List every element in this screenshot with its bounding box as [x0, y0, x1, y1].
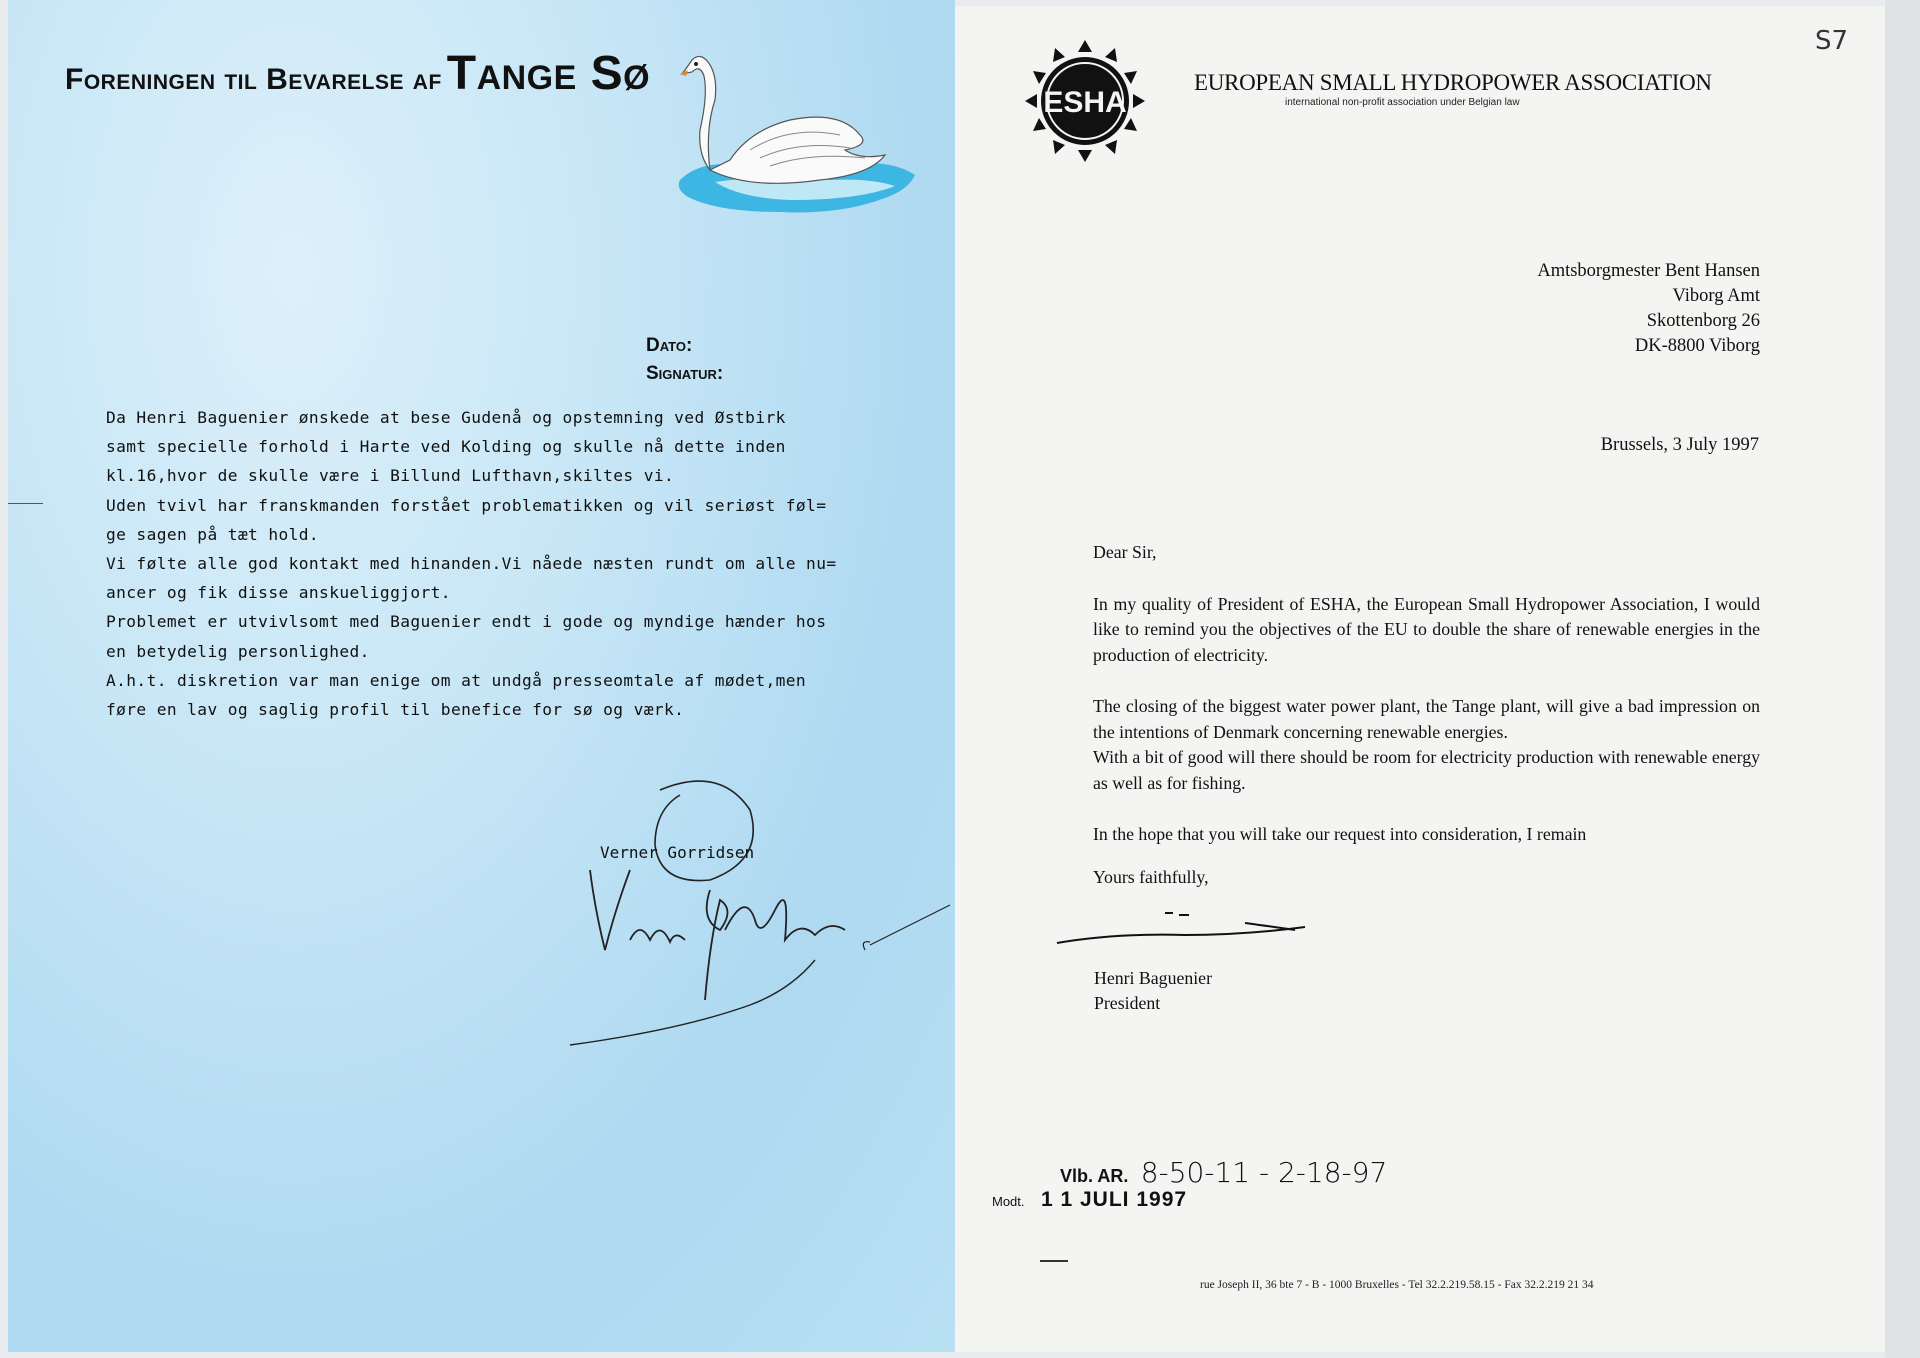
sender-typed-name: Verner Gorridsen — [600, 843, 755, 862]
handwritten-signature-right — [1055, 905, 1315, 955]
received-stamp-label: Modt. — [992, 1194, 1025, 1209]
date-signature-fields — [646, 332, 723, 388]
logo-text: ESHA — [1043, 86, 1127, 119]
signer-name: Henri Baguenier — [1094, 968, 1213, 988]
body-line: en betydelig personlighed. — [106, 641, 370, 661]
letterhead-prefix: Foreningen til Bevarelse af — [65, 63, 442, 96]
body-line: Da Henri Baguenier ønskede at bese Gudenå og opstemning ved Østbirk — [106, 408, 786, 427]
recipient-address — [1537, 259, 1760, 359]
signer-title: President — [1094, 993, 1161, 1013]
esha-logo-icon — [1020, 36, 1150, 166]
body-line: Uden tvivl har franskmanden forstået problematikken og vil seriøst føl= — [106, 495, 827, 515]
archive-stamp — [1060, 1156, 1387, 1189]
organization-name: EUROPEAN SMALL HYDROPOWER ASSOCIATION — [1194, 70, 1712, 95]
scan-edge — [1885, 0, 1920, 1358]
paragraph: In my quality of President of ESHA, the European Small Hydropower Association, I would like to remind you the objectives of the EU to double the share of renewable energies in the production of electricity. — [1093, 593, 1760, 665]
signatur-label: Signatur: — [646, 363, 724, 384]
handwritten-signature-left — [560, 770, 960, 1060]
received-stamp-date: 1 1 JULI 1997 — [1040, 1188, 1188, 1211]
archive-stamp-value: 8-50-11 - 2-18-97 — [1140, 1156, 1388, 1189]
margin-mark — [1040, 1260, 1068, 1262]
margin-mark — [8, 503, 43, 504]
recipient-line: Skottenborg 26 — [1646, 311, 1760, 331]
body-line: Problemet er utvivlsomt med Baguenier endt i gode og myndige hænder hos — [106, 612, 827, 632]
letterhead-main: Tange Sø — [446, 47, 651, 100]
body-line: ancer og fik disse anskueliggjort. — [106, 583, 451, 603]
dato-label: Dato: — [646, 335, 693, 356]
signer-block — [1094, 966, 1212, 1016]
salutation: Dear Sir, — [1093, 542, 1157, 562]
body-line: ge sagen på tæt hold. — [106, 524, 320, 544]
recipient-line: Amtsborgmester Bent Hansen — [1537, 261, 1760, 281]
left-letter-body — [106, 403, 837, 724]
body-line: A.h.t. diskretion var man enige om at undgå presseomtale af mødet,men — [106, 670, 807, 690]
paragraph: With a bit of good will there should be room for electricity production with renewable energy as well as for fishing. — [1093, 747, 1760, 793]
letter-date: Brussels, 3 July 1997 — [1600, 435, 1759, 455]
archive-stamp-label: Vlb. AR. — [1060, 1166, 1129, 1186]
paragraph: The closing of the biggest water power plant, the Tange plant, will give a bad impression on the intentions of Denmark concerning renewable energies. — [1093, 696, 1760, 742]
right-letter-body — [1093, 540, 1760, 874]
letter-footer: rue Joseph II, 36 bte 7 - B - 1000 Bruxelles - Tel 32.2.219.58.15 - Fax 32.2.219 21 34 — [1200, 1279, 1594, 1291]
paragraph: In the hope that you will take our request into consideration, I remain — [1093, 824, 1587, 844]
body-line: kl.16,hvor de skulle være i Billund Lufthavn,skiltes vi. — [106, 466, 675, 486]
recipient-line: Viborg Amt — [1672, 286, 1760, 306]
swan-icon — [670, 40, 920, 230]
body-line: Vi følte alle god kontakt med hinanden.Vi nåede næsten rundt om alle nu= — [106, 554, 837, 574]
received-stamp — [992, 1188, 1187, 1212]
recipient-line: DK-8800 Viborg — [1634, 336, 1760, 356]
body-line: føre en lav og saglig profil til benefice for sø og værk. — [106, 700, 685, 720]
handwritten-reference: S7 — [1815, 26, 1849, 56]
body-line: samt specielle forhold i Harte ved Kolding og skulle nå dette inden — [106, 437, 786, 457]
association-letterhead — [65, 46, 650, 101]
closing: Yours faithfully, — [1093, 867, 1209, 887]
organization-subtitle: international non-profit association under Belgian law — [1285, 97, 1520, 108]
